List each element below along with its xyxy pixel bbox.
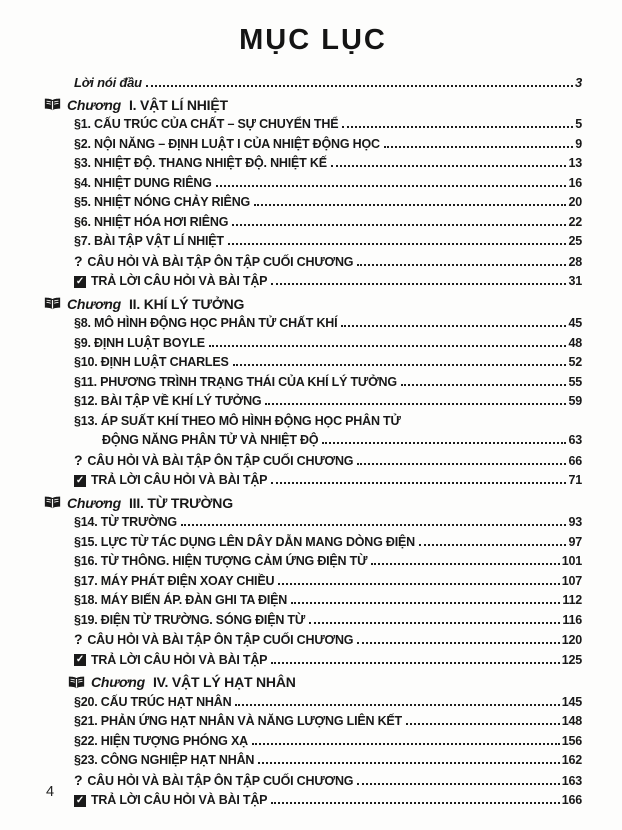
entry-label: TRẢ LỜI CÂU HỎI VÀ BÀI TẬP [91, 473, 268, 487]
dot-leader [228, 243, 567, 245]
dot-leader [233, 364, 567, 366]
dot-leader [271, 482, 566, 484]
entry-page: 52 [568, 355, 582, 369]
toc-entry [44, 651, 582, 671]
entry-page: 5 [575, 117, 582, 131]
toc-entry [44, 154, 582, 174]
question-icon: ? [74, 451, 83, 468]
toc-entry [44, 471, 582, 491]
entry-label: §13. ÁP SUẤT KHÍ THEO MÔ HÌNH ĐỘNG HỌC PHÂN TỬ [74, 413, 401, 428]
entry-page: 112 [562, 593, 582, 607]
toc-list [44, 96, 582, 811]
question-icon: ? [74, 771, 83, 788]
toc-entry [44, 193, 582, 213]
entry-page: 63 [568, 433, 582, 447]
entry-page: 107 [561, 573, 582, 588]
entry-page: 22 [568, 214, 582, 229]
dot-leader [401, 384, 567, 386]
question-icon: ? [74, 252, 83, 269]
dot-leader [384, 146, 573, 148]
entry-page: 45 [568, 316, 582, 330]
dot-leader [271, 802, 559, 804]
entry-label: §19. ĐIỆN TỪ TRƯỜNG. SÓNG ĐIỆN TỪ [74, 612, 306, 627]
dot-leader [331, 165, 567, 167]
entry-label: CÂU HỎI VÀ BÀI TẬP ÔN TẬP CUỐI CHƯƠNG [87, 254, 354, 269]
entry-label: CÂU HỎI VÀ BÀI TẬP ÔN TẬP CUỐI CHƯƠNG [87, 633, 354, 647]
entry-label: §7. BÀI TẬP VẬT LÍ NHIỆT [74, 234, 224, 248]
toc-entry [44, 451, 582, 472]
chapter-prefix: Chương [67, 96, 121, 113]
book-icon [44, 98, 61, 111]
entry-page: 28 [568, 254, 582, 269]
chapter-title: II. KHÍ LÝ TƯỞNG [128, 295, 245, 312]
dot-leader [209, 345, 567, 347]
entry-page: 97 [568, 534, 582, 549]
dot-leader [357, 783, 559, 785]
dot-leader [309, 622, 560, 624]
entry-label: §10. ĐỊNH LUẬT CHARLES [74, 355, 229, 369]
entry-label: TRẢ LỜI CÂU HỎI VÀ BÀI TẬP [91, 793, 268, 807]
entry-page: 13 [568, 156, 582, 170]
toc-entry [44, 232, 582, 252]
entry-page: 55 [568, 374, 582, 389]
entry-page: 156 [561, 733, 582, 748]
entry-label: §17. MÁY PHÁT ĐIỆN XOAY CHIỀU [74, 573, 275, 588]
chapter-prefix: Chương [67, 494, 121, 511]
entry-label: §11. PHƯƠNG TRÌNH TRẠNG THÁI CỦA KHÍ LÝ TƯỞNG [74, 374, 397, 389]
entry-page: 120 [561, 633, 582, 647]
question-icon: ? [74, 631, 83, 647]
entry-label: §18. MÁY BIẾN ÁP. ĐÀN GHI TA ĐIỆN [74, 593, 288, 607]
entry-page: 66 [568, 453, 582, 468]
toc-entry [44, 533, 582, 553]
entry-page: 148 [561, 714, 582, 728]
chapter-title: IV. VẬT LÝ HẠT NHÂN [152, 674, 296, 690]
entry-label: CÂU HỎI VÀ BÀI TẬP ÔN TẬP CUỐI CHƯƠNG [87, 453, 354, 468]
entry-label: §5. NHIỆT NÓNG CHẢY RIÊNG [74, 195, 251, 209]
entry-label: §4. NHIỆT DUNG RIÊNG [74, 175, 212, 190]
dot-leader [406, 723, 560, 725]
dot-leader [232, 224, 566, 226]
entry-page: 31 [568, 274, 582, 288]
toc-entry [44, 732, 582, 752]
dot-leader [291, 602, 560, 604]
dot-leader [322, 442, 566, 444]
entry-label: §16. TỪ THÔNG. HIỆN TƯỢNG CẢM ỨNG ĐIỆN TỪ [74, 554, 368, 568]
entry-page: 125 [561, 652, 582, 667]
toc-entry [44, 751, 582, 771]
entry-page: 20 [568, 195, 582, 209]
entry-label: §12. BÀI TẬP VỀ KHÍ LÝ TƯỞNG [74, 394, 262, 408]
preface-page: 3 [574, 75, 582, 90]
entry-label: §21. PHẢN ỨNG HẠT NHÂN VÀ NĂNG LƯỢNG LIÊN KẾT [74, 714, 402, 728]
toc-entry [44, 115, 582, 135]
page-title: MỤC LỤC [239, 24, 387, 56]
entry-page: 93 [568, 515, 582, 529]
toc-entry [44, 791, 582, 811]
toc-entry [44, 412, 582, 432]
entry-label: §20. CẤU TRÚC HẠT NHÂN [74, 694, 232, 709]
toc-entry [44, 712, 582, 732]
answer-check-icon: ✓ [75, 654, 85, 666]
entry-page: 25 [568, 234, 582, 248]
entry-label: §3. NHIỆT ĐỘ. THANG NHIỆT ĐỘ. NHIỆT KẾ [74, 156, 327, 170]
dot-leader [278, 583, 559, 585]
chapter-title: III. TỪ TRƯỜNG [128, 494, 233, 511]
entry-page: 145 [561, 694, 582, 709]
dot-leader [271, 283, 566, 285]
entry-page: 9 [575, 136, 582, 151]
toc-entry [44, 693, 582, 713]
entry-page: 116 [562, 612, 582, 627]
dot-leader [181, 524, 567, 526]
entry-page: 71 [568, 473, 582, 487]
toc-entry [44, 552, 582, 572]
entry-label: ĐỘNG NĂNG PHÂN TỬ VÀ NHIỆT ĐỘ [102, 433, 319, 447]
chapter-title: I. VẬT LÍ NHIỆT [128, 96, 228, 113]
toc-entry [44, 572, 582, 592]
dot-leader [216, 185, 567, 187]
entry-page: 166 [561, 793, 582, 807]
entry-page: 162 [561, 753, 582, 767]
dot-leader [146, 85, 573, 87]
book-icon [44, 297, 61, 310]
dot-leader [357, 463, 566, 465]
answer-check-icon: ✓ [75, 275, 85, 287]
entry-page: 101 [561, 554, 582, 568]
toc-entry [44, 353, 582, 373]
entry-page: 163 [561, 773, 582, 788]
dot-leader [357, 642, 559, 644]
toc-entry [44, 392, 582, 412]
entry-label: §23. CÔNG NGHIỆP HẠT NHÂN [74, 753, 255, 767]
entry-label: §9. ĐỊNH LUẬT BOYLE [74, 335, 205, 350]
entry-page: 59 [568, 394, 582, 408]
preface-entry [44, 73, 582, 93]
entry-label: §2. NỘI NĂNG – ĐỊNH LUẬT I CỦA NHIỆT ĐỘNG HỌC [74, 136, 380, 151]
toc-entry [44, 135, 582, 155]
dot-leader [271, 662, 559, 664]
dot-leader [265, 403, 566, 405]
chapter-prefix: Chương [91, 674, 145, 690]
entry-label: §15. LỰC TỪ TÁC DỤNG LÊN DÂY DẪN MANG DÒNG ĐIỆN [74, 534, 415, 549]
dot-leader [371, 563, 559, 565]
toc-entry [44, 272, 582, 292]
dot-leader [258, 762, 560, 764]
dot-leader [235, 704, 559, 706]
chapter-prefix: Chương [67, 295, 121, 312]
dot-leader [419, 544, 566, 546]
entry-page: 48 [568, 335, 582, 350]
chapter-heading [44, 673, 582, 693]
toc-entry [44, 591, 582, 611]
toc-entry [44, 513, 582, 533]
toc-entry [44, 373, 582, 393]
toc-entry [44, 630, 582, 651]
answer-check-icon: ✓ [75, 474, 85, 486]
entry-label: §22. HIỆN TƯỢNG PHÓNG XẠ [74, 733, 248, 748]
toc-entry [44, 252, 582, 273]
entry-page: 16 [568, 175, 582, 190]
dot-leader [254, 204, 566, 206]
dot-leader [341, 325, 566, 327]
toc-entry [44, 174, 582, 194]
toc-entry [44, 334, 582, 354]
dot-leader [357, 264, 566, 266]
entry-label: §14. TỪ TRƯỜNG [74, 515, 177, 529]
page-number: 4 [46, 784, 55, 800]
dot-leader [252, 743, 560, 745]
toc-entry [44, 431, 582, 451]
book-icon [68, 676, 85, 689]
chapter-heading [44, 96, 582, 116]
book-icon [44, 496, 61, 509]
toc-entry [44, 213, 582, 233]
toc-entry [44, 771, 582, 792]
entry-label: §1. CẤU TRÚC CỦA CHẤT – SỰ CHUYỂN THỂ [74, 117, 339, 131]
entry-label: §6. NHIỆT HÓA HƠI RIÊNG [74, 214, 229, 229]
entry-label: CÂU HỎI VÀ BÀI TẬP ÔN TẬP CUỐI CHƯƠNG [87, 773, 354, 788]
entry-label: TRẢ LỜI CÂU HỎI VÀ BÀI TẬP [91, 274, 268, 288]
preface-label: Lời nói đầu [74, 75, 142, 90]
answer-check-icon: ✓ [75, 794, 85, 806]
entry-label: TRẢ LỜI CÂU HỎI VÀ BÀI TẬP [91, 652, 268, 667]
entry-label: §8. MÔ HÌNH ĐỘNG HỌC PHÂN TỬ CHẤT KHÍ [74, 316, 338, 330]
chapter-heading [44, 295, 582, 315]
toc-entry [44, 611, 582, 631]
toc-entry [44, 314, 582, 334]
dot-leader [342, 126, 573, 128]
chapter-heading [44, 494, 582, 514]
